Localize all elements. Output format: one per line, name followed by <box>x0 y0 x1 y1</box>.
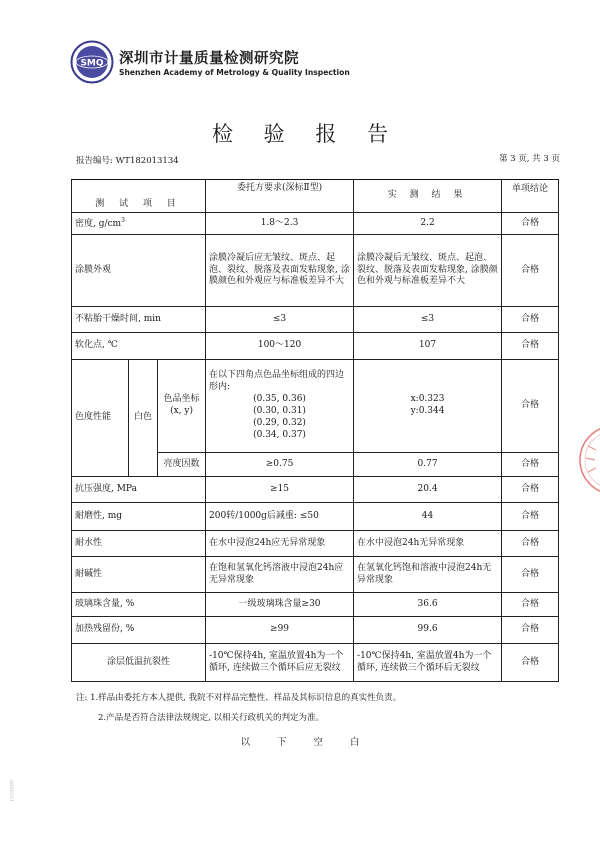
table-row <box>72 333 559 360</box>
footnote-1: 注: 1.样品由委托方本人提供, 我院不对样品完整性、样品及其标识信息的真实性负责。 <box>76 693 402 703</box>
institution-name-cn: 深圳市计量质量检测研究院 <box>119 51 299 67</box>
chroma-intro: 在以下四角点色品坐标组成的四边形内: <box>209 370 345 393</box>
page-info: 第 3 页, 共 3 页 <box>498 154 560 164</box>
con-beads: 合格 <box>502 593 559 617</box>
con-water: 合格 <box>502 531 559 557</box>
res-softening: 107 <box>354 333 502 360</box>
res-chroma-coord <box>354 360 502 453</box>
item-luminance: 亮度因数 <box>158 453 206 477</box>
req-water: 在水中浸泡24h应无异常现象 <box>206 531 354 557</box>
item-cold-crack: 涂层低温抗裂性 <box>72 644 206 682</box>
con-chroma-coord: 合格 <box>502 360 559 453</box>
header-conclusion: 单项结论 <box>502 180 559 213</box>
con-compressive: 合格 <box>502 477 559 503</box>
chroma-coord-label: 色品坐标 <box>163 394 200 405</box>
chroma-point: (0.30, 0.31) <box>253 406 306 416</box>
req-appearance: 涂膜冷凝后应无皱纹、斑点、起泡、裂纹、脱落及表面发粘现象, 涂膜颜色和外观应与标准板差异不大 <box>206 235 354 307</box>
logo-text: SMQ <box>80 58 104 69</box>
item-density: 密度, $g/cm^3$ <box>72 213 206 235</box>
item-compressive: 抗压强度, MPa <box>72 477 206 503</box>
institution-name-en: Shenzhen Academy of Metrology & Quality Inspection <box>119 68 350 77</box>
con-appearance: 合格 <box>502 235 559 307</box>
side-code: 0000511 <box>8 780 14 803</box>
item-dry-time: 不粘胎干燥时间, min <box>72 307 206 333</box>
res-residue: 99.6 <box>354 617 502 644</box>
table-row <box>72 503 559 531</box>
header-result: 实 测 结 果 <box>354 180 502 213</box>
res-water: 在水中浸泡24h无异常现象 <box>354 531 502 557</box>
res-density: 2.2 <box>354 213 502 235</box>
footnote-2: 2.产品是否符合法律法规规定, 以相关行政机关的判定为准。 <box>98 712 325 723</box>
item-alkali: 耐碱性 <box>72 557 206 593</box>
req-alkali: 在饱和氢氧化钙溶液中浸泡24h应无异常现象 <box>206 557 354 593</box>
chroma-point: (0.35, 0.36) <box>253 394 306 405</box>
table-row <box>72 213 559 235</box>
con-softening: 合格 <box>502 333 559 360</box>
req-density: 1.8～2.3 <box>206 213 354 235</box>
res-cold-crack: -10℃保持4h, 室温放置4h为一个循环, 连续做三个循环后无裂纹 <box>354 644 502 682</box>
chroma-result-y: y:0.344 <box>410 406 445 416</box>
chroma-coord-unit: (x, y) <box>170 406 193 416</box>
item-residue: 加热残留份, % <box>72 617 206 644</box>
item-water: 耐水性 <box>72 531 206 557</box>
table-row <box>72 360 559 453</box>
res-compressive: 20.4 <box>354 477 502 503</box>
res-alkali: 在氢氧化钙饱和溶液中浸泡24h无异常现象 <box>354 557 502 593</box>
item-abrasion: 耐磨性, mg <box>72 503 206 531</box>
chroma-result-x: x:0.323 <box>410 394 445 405</box>
res-dry-time: ≤3 <box>354 307 502 333</box>
table-row <box>72 593 559 617</box>
table-row <box>72 531 559 557</box>
res-appearance: 涂膜冷凝后无皱纹、斑点、起泡、裂纹、脱落及表面发粘现象, 涂膜颜色和外观与标准板差异不大 <box>354 235 502 307</box>
req-abrasion: 200转/1000g后减重: ≤50 <box>206 503 354 531</box>
table-row <box>72 557 559 593</box>
chroma-point: (0.29, 0.32) <box>253 417 306 428</box>
req-compressive: ≥15 <box>206 477 354 503</box>
header-test-item: 测 试 项 目 <box>72 180 206 213</box>
res-beads: 36.6 <box>354 593 502 617</box>
con-luminance: 合格 <box>502 453 559 477</box>
table-row <box>72 617 559 644</box>
page-title: 检 验 报 告 <box>211 122 401 146</box>
item-color-white: 白色 <box>129 360 158 477</box>
item-beads: 玻璃珠含量, % <box>72 593 206 617</box>
table-row <box>72 644 559 682</box>
con-alkali: 合格 <box>502 557 559 593</box>
req-softening: 100～120 <box>206 333 354 360</box>
req-residue: ≥99 <box>206 617 354 644</box>
table-row <box>72 477 559 503</box>
res-abrasion: 44 <box>354 503 502 531</box>
res-luminance: 0.77 <box>354 453 502 477</box>
item-appearance: 涂膜外观 <box>72 235 206 307</box>
req-luminance: ≥0.75 <box>206 453 354 477</box>
item-color: 色度性能 <box>72 360 129 477</box>
con-dry-time: 合格 <box>502 307 559 333</box>
report-number: 报告编号: WT182013134 <box>76 156 179 166</box>
req-dry-time: ≤3 <box>206 307 354 333</box>
table-row <box>72 307 559 333</box>
chroma-point: (0.34, 0.37) <box>253 429 306 440</box>
seal-stamp-icon <box>574 422 600 498</box>
test-results-table <box>71 179 559 682</box>
req-chroma-coord <box>206 360 354 453</box>
table-header-row <box>72 180 559 213</box>
con-residue: 合格 <box>502 617 559 644</box>
req-beads: 一级玻璃珠含量≥30 <box>206 593 354 617</box>
con-abrasion: 合格 <box>502 503 559 531</box>
table-row <box>72 235 559 307</box>
req-cold-crack: -10℃保持4h, 室温放置4h为一个循环, 连续做三个循环后应无裂纹 <box>206 644 354 682</box>
footnotes <box>76 692 401 725</box>
item-softening: 软化点, ℃ <box>72 333 206 360</box>
item-chroma-coord <box>158 360 206 453</box>
end-of-content: 以 下 空 白 <box>240 737 372 748</box>
con-density: 合格 <box>502 213 559 235</box>
header-requirement: 委托方要求(深标Ⅱ型) <box>206 180 354 213</box>
con-cold-crack: 合格 <box>502 644 559 682</box>
institution-logo-icon <box>70 40 114 84</box>
